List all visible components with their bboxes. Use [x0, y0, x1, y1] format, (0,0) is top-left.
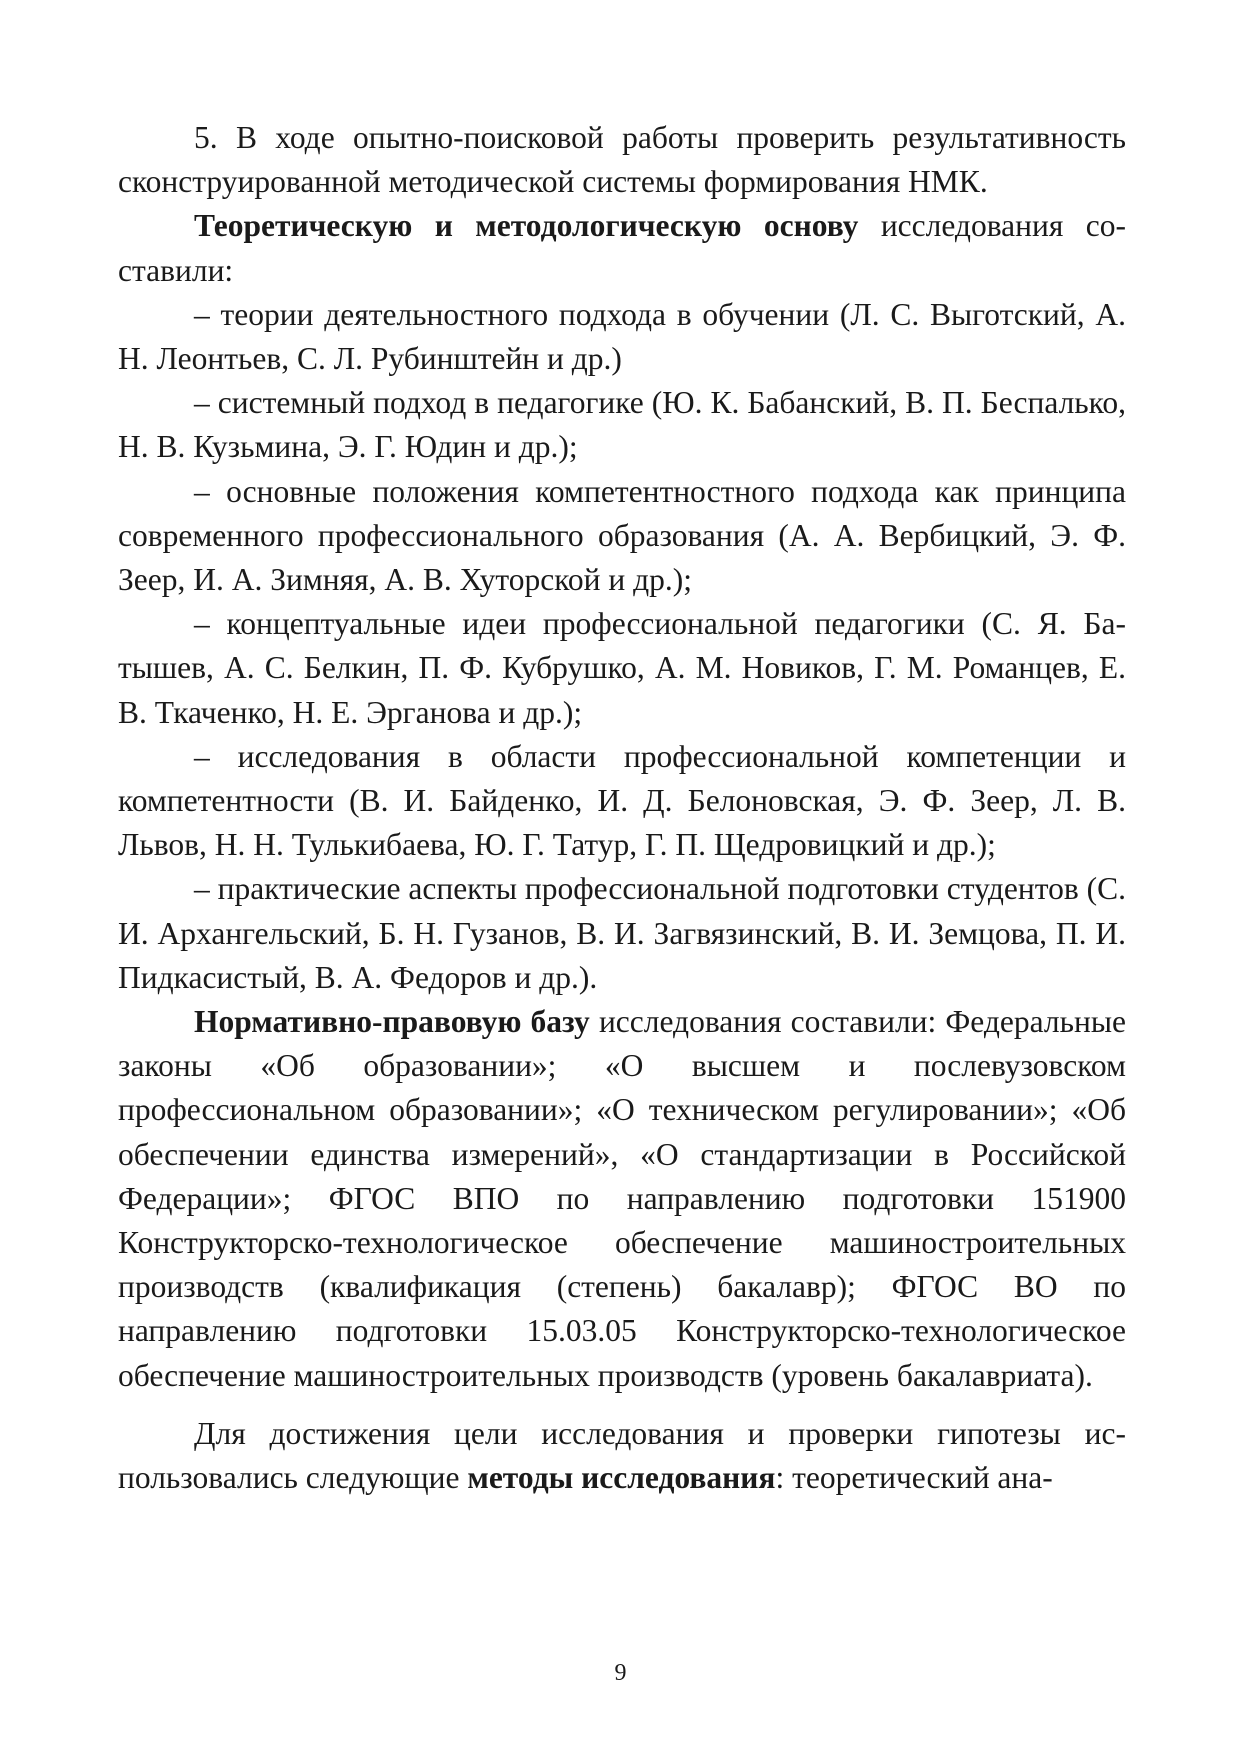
paragraph-research-methods [118, 1412, 1126, 1500]
paragraph-text: – исследования в области профессиональной компетенции и компетентности (В. И. Байденко, И. Д. Белоновская, Э. Ф. Зеер, Л. В. Львов, Н. Н. Тулькибаева, Ю. Г. Татур, Г. П. Щедровицкий и др.); [118, 738, 1126, 863]
page-number: 9 [614, 1660, 627, 1686]
paragraph-text: исследования составили: [118, 208, 1126, 288]
paragraph-theoretical-basis [118, 204, 1126, 292]
list-item-activity-approach [118, 293, 1126, 381]
paragraph-text: Для достижения цели исследования и проверки гипотезы использовались следующие [118, 1415, 1126, 1496]
paragraph-text: – практические аспекты профессиональной подготовки студентов (С. И. Архангельский, Б. Н. Гузанов, В. И. Загвязинский, В. И. Земцова, П. И. Пидкасистый, В. А. Федоров и др.). [118, 871, 1126, 995]
list-item-system-approach [118, 381, 1126, 469]
paragraph-text: – основные положения компетентностного подхода как принципа современного профессионального образования (А. А. Вербицкий, Э. Ф. Зеер, И. А. Зимняя, А. В. Хуторской и др.); [118, 473, 1126, 598]
paragraph-task-5 [118, 116, 1126, 204]
paragraph-text: исследования составили: Федеральные законы «Об образовании»; «О высшем и послевузовском профессиональном образовании»; «О техническом регулировании»; «Об обеспечении единства измерений», «О стандартизации в Российской Федерации»; ФГОС ВПО по направлению подготовки 151900 Конструкторско-технологическое обеспечение машиностроительных производств (квалификация (степень) бакалавр); ФГОС ВО по направлению подготовки 15.03.05 Конструкторско-технологическое обеспечение машиностроительных производств (уровень бакалавриата). [118, 1004, 1126, 1393]
list-item-competence-research [118, 735, 1126, 868]
bold-term: Теоретическую и методологическую основу [194, 208, 859, 244]
paragraph-text: – системный подход в педагогике (Ю. К. Бабанский, В. П. Беспалько, Н. В. Кузьмина, Э. Г. Юдин и др.); [118, 385, 1126, 465]
paragraph-text: – концептуальные идеи профессиональной педагогики (С. Я. Батышев, А. С. Белкин, П. Ф. Кубрушко, А. М. Новиков, Г. М. Романцев, Е. В. Ткаченко, Н. Е. Эрганова и др.); [118, 606, 1126, 730]
paragraph-text: – теории деятельностного подхода в обучении (Л. С. Выготский, А. Н. Леонтьев, С. Л. Рубинштейн и др.) [118, 296, 1126, 377]
bold-term: Нормативно-правовую базу [194, 1004, 590, 1040]
page-body [118, 116, 1126, 1500]
list-item-professional-pedagogy [118, 602, 1126, 735]
list-item-competence-approach [118, 470, 1126, 603]
paragraph-text: 5. В ходе опытно-поисковой работы проверить результативность сконструированной методической системы формирования НМК. [118, 120, 1126, 200]
paragraph-text: : теоретический ана- [775, 1460, 1053, 1496]
bold-term: методы исследования [467, 1460, 776, 1496]
paragraph-legal-basis [118, 1000, 1126, 1398]
list-item-practical-aspects [118, 867, 1126, 1000]
